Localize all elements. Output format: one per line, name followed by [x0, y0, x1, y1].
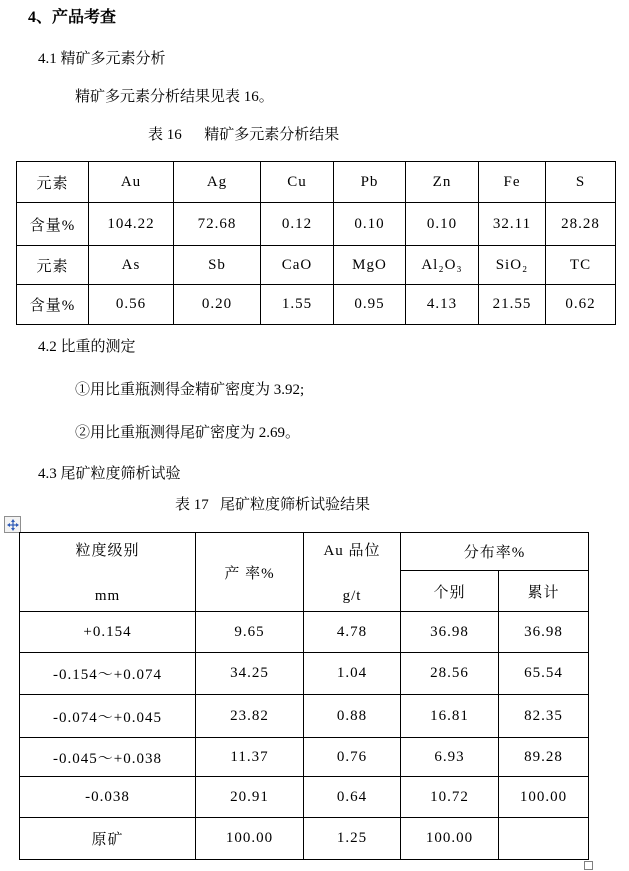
table-17	[19, 532, 589, 860]
t16-cell: 0.95	[334, 285, 406, 325]
t16-cell: CaO	[261, 246, 334, 285]
t16-cell: Fe	[479, 162, 546, 203]
t16-cell: Sb	[174, 246, 261, 285]
t16-cell: 104.22	[89, 203, 174, 246]
t16-cell: 72.68	[174, 203, 261, 246]
t17-header-yield: 产 率%	[196, 533, 304, 612]
t17-cell: 34.25	[196, 653, 304, 695]
table-16	[16, 161, 616, 325]
t16-cell: Al₂O₃	[406, 246, 479, 285]
t17-cell: 0.88	[304, 695, 401, 738]
t17-cell: 4.78	[304, 612, 401, 653]
t16-cell: Ag	[174, 162, 261, 203]
table-move-handle[interactable]	[4, 516, 21, 533]
t16-cell: Au	[89, 162, 174, 203]
t17-header-individual: 个别	[401, 571, 499, 612]
t16-cell: 元素	[17, 246, 89, 285]
move-arrows-icon	[7, 519, 19, 531]
t16-cell: MgO	[334, 246, 406, 285]
t17-cell: 65.54	[499, 653, 589, 695]
t16-row	[17, 285, 616, 325]
t17-cell: -0.045～+0.038	[20, 738, 196, 777]
t17-cell: 1.04	[304, 653, 401, 695]
t16-row	[17, 203, 616, 246]
t16-cell: 含量%	[17, 285, 89, 325]
t17-cell: 100.00	[401, 818, 499, 860]
section-4-2-item-2: ②用比重瓶测得尾矿密度为 2.69。	[75, 425, 301, 441]
table16-caption: 表 16 精矿多元素分析结果	[148, 127, 340, 143]
t16-cell: 元素	[17, 162, 89, 203]
t17-cell: 36.98	[499, 612, 589, 653]
t16-cell: 28.28	[546, 203, 616, 246]
t17-row	[20, 738, 589, 777]
t17-cell: 82.35	[499, 695, 589, 738]
t17-cell: 28.56	[401, 653, 499, 695]
t17-row	[20, 777, 589, 818]
t17-cell: 0.76	[304, 738, 401, 777]
t17-cell: 6.93	[401, 738, 499, 777]
t16-row	[17, 246, 616, 285]
page-title: 4、产品考查	[28, 9, 117, 26]
t16-cell: Cu	[261, 162, 334, 203]
t17-cell: -0.074～+0.045	[20, 695, 196, 738]
t17-row	[20, 612, 589, 653]
t17-header-distribution: 分布率%	[401, 533, 589, 571]
t16-cell: S	[546, 162, 616, 203]
t16-cell: 含量%	[17, 203, 89, 246]
section-4-1-paragraph: 精矿多元素分析结果见表 16。	[75, 89, 274, 105]
t17-header-grade	[304, 533, 401, 612]
t16-cell: 21.55	[479, 285, 546, 325]
t17-header-size-class-line2: mm	[94, 588, 121, 604]
t16-cell: TC	[546, 246, 616, 285]
t17-cell: 100.00	[196, 818, 304, 860]
t17-cell: +0.154	[20, 612, 196, 653]
t17-header-grade-line2: g/t	[342, 588, 362, 604]
section-4-2-title: 4.2 比重的测定	[38, 339, 136, 355]
t17-cell	[499, 818, 589, 860]
t16-cell: 0.10	[334, 203, 406, 246]
t17-cell: -0.038	[20, 777, 196, 818]
table-resize-handle[interactable]	[584, 861, 593, 870]
t17-cell: 0.64	[304, 777, 401, 818]
t17-cell: 89.28	[499, 738, 589, 777]
t16-cell: SiO₂	[479, 246, 546, 285]
t16-cell: 32.11	[479, 203, 546, 246]
t17-cell: 1.25	[304, 818, 401, 860]
t16-cell: 0.12	[261, 203, 334, 246]
t17-cell: 20.91	[196, 777, 304, 818]
t17-row	[20, 695, 589, 738]
section-4-2-item-1: ①用比重瓶测得金精矿密度为 3.92;	[75, 382, 305, 398]
t16-cell: 0.62	[546, 285, 616, 325]
t16-cell: As	[89, 246, 174, 285]
t16-cell: Zn	[406, 162, 479, 203]
t17-cell: 16.81	[401, 695, 499, 738]
t16-cell: 0.10	[406, 203, 479, 246]
t17-header-size-class	[20, 533, 196, 612]
t17-header-grade-line1: Au 品位	[323, 543, 381, 559]
t17-cell: 23.82	[196, 695, 304, 738]
t17-header-size-class-line1: 粒度级别	[75, 543, 140, 559]
t17-cell: 9.65	[196, 612, 304, 653]
t17-cell: 原矿	[20, 818, 196, 860]
section-4-1-title: 4.1 精矿多元素分析	[38, 51, 166, 67]
t17-cell: 11.37	[196, 738, 304, 777]
t16-row	[17, 162, 616, 203]
t17-header-cumulative: 累计	[499, 571, 589, 612]
t17-cell: 100.00	[499, 777, 589, 818]
t16-cell: Pb	[334, 162, 406, 203]
t17-cell: -0.154～+0.074	[20, 653, 196, 695]
t16-cell: 4.13	[406, 285, 479, 325]
t17-cell: 36.98	[401, 612, 499, 653]
t17-row	[20, 818, 589, 860]
t16-cell: 0.56	[89, 285, 174, 325]
t16-cell: 0.20	[174, 285, 261, 325]
t17-cell: 10.72	[401, 777, 499, 818]
table17-caption: 表 17 尾矿粒度筛析试验结果	[175, 497, 371, 513]
section-4-3-title: 4.3 尾矿粒度筛析试验	[38, 466, 181, 482]
t17-header-row	[20, 533, 589, 571]
t17-row	[20, 653, 589, 695]
t16-cell: 1.55	[261, 285, 334, 325]
